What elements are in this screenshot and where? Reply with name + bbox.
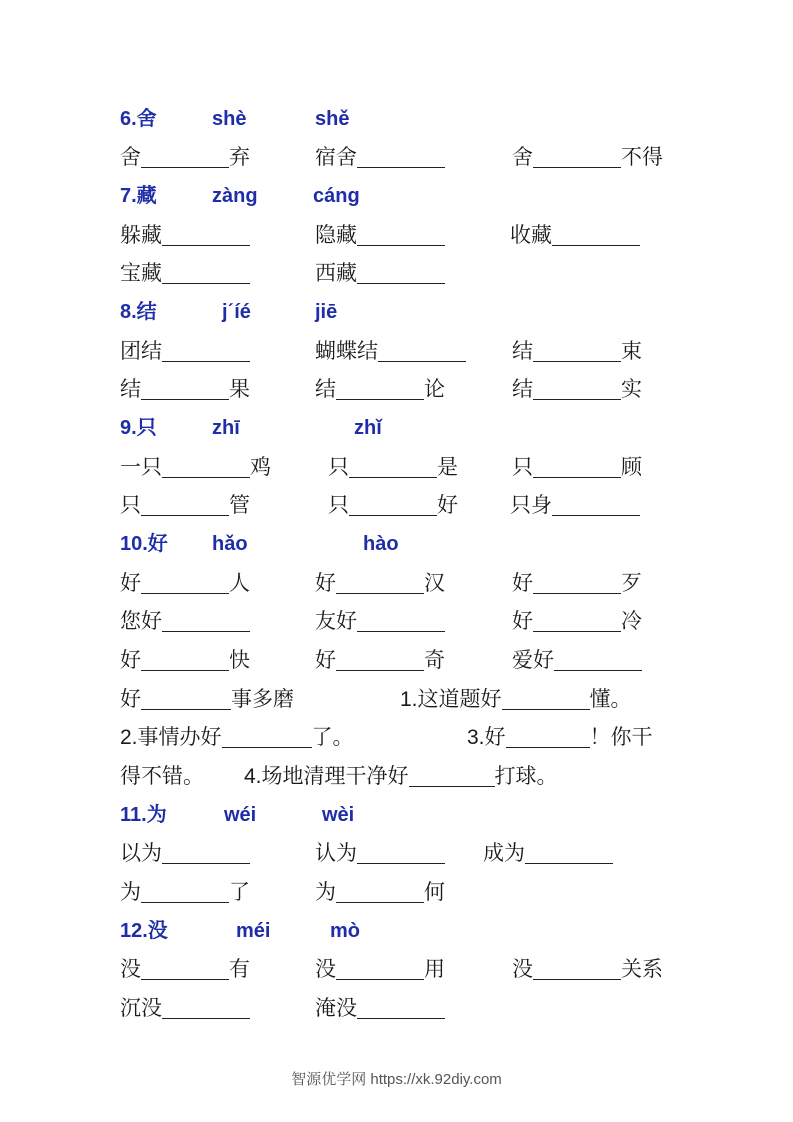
answer-blank[interactable] [357,841,445,864]
pinyin-2: wèi [322,804,355,826]
answer-blank[interactable] [141,377,229,400]
section-8-line-2: 结 果 结 论 结 实 [120,377,642,401]
answer-blank[interactable] [357,261,445,284]
section-10-line-5: 2.事情办好 了。 3.好 ！你干 [120,725,653,749]
answer-blank[interactable] [141,880,229,903]
char-heading: 11.为 [120,804,167,826]
answer-blank[interactable] [502,687,590,710]
answer-blank[interactable] [162,841,250,864]
answer-blank[interactable] [141,571,229,594]
answer-blank[interactable] [357,609,445,632]
answer-blank[interactable] [349,493,437,516]
section-11-line-1: 以为 认为 成为 [0,836,793,870]
char-heading: 12.没 [120,920,168,942]
section-7-line-1: 躲藏 隐藏 收藏 [0,218,793,252]
section-9-header [0,411,793,445]
section-10-line-6: 得不错。 4.场地清理干净好 打球。 [120,764,558,788]
section-12-line-1: 没 有 没 用 没 关系 [120,957,663,981]
answer-blank[interactable] [336,648,424,671]
answer-blank[interactable] [349,455,437,478]
answer-blank[interactable] [141,493,229,516]
answer-blank[interactable] [506,725,590,748]
char-heading: 7.藏 [120,185,157,207]
answer-blank[interactable] [525,841,613,864]
answer-blank[interactable] [162,455,250,478]
section-7-header [0,179,793,213]
answer-blank[interactable] [533,957,621,980]
char-heading: 10.好 [120,533,168,555]
answer-blank[interactable] [533,571,621,594]
answer-blank[interactable] [336,880,424,903]
answer-blank[interactable] [554,648,642,671]
answer-blank[interactable] [533,609,621,632]
answer-blank[interactable] [552,493,640,516]
answer-blank[interactable] [141,687,231,710]
answer-blank[interactable] [336,571,424,594]
section-10-line-2: 您好 友好 好 冷 [120,609,642,633]
answer-blank[interactable] [141,648,229,671]
pinyin-1: hǎo [212,533,248,555]
answer-blank[interactable] [533,339,621,362]
section-12-header [0,914,793,948]
answer-blank[interactable] [162,996,250,1019]
pinyin-1: zhī [212,417,240,439]
section-10-header [0,527,793,561]
answer-blank[interactable] [141,957,229,980]
section-6-line-1: 舍 弃 宿舍 舍 不得 [120,145,663,169]
answer-blank[interactable] [552,223,640,246]
answer-blank[interactable] [336,377,424,400]
section-6-header [0,102,793,136]
pinyin-2: jiē [315,301,338,323]
section-11-header [0,798,793,832]
answer-blank[interactable] [222,725,312,748]
answer-blank[interactable] [378,339,466,362]
section-9-line-1: 一只 鸡 只 是 只 顾 [120,455,642,479]
answer-blank[interactable] [533,377,621,400]
answer-blank[interactable] [357,996,445,1019]
section-7-line-2: 宝藏 西藏 [0,256,793,290]
pinyin-2: hào [363,533,399,555]
pinyin-1: méi [236,920,271,942]
answer-blank[interactable] [533,145,621,168]
answer-blank[interactable] [357,145,445,168]
pinyin-2: mò [330,920,360,942]
pinyin-2: cáng [313,185,360,207]
answer-blank[interactable] [336,957,424,980]
answer-blank[interactable] [162,261,250,284]
char-heading: 9.只 [120,417,157,439]
pinyin-1: wéi [224,804,257,826]
answer-blank[interactable] [409,764,495,787]
pinyin-2: zhǐ [354,417,382,439]
answer-blank[interactable] [141,145,229,168]
section-10-line-3: 好 快 好 奇 爱好 [0,643,793,677]
section-8-line-1: 团结 蝴蝶结 结 束 [120,339,642,363]
pinyin-2: shě [315,108,350,130]
footer-watermark: 智源优学网 https://xk.92diy.com [291,1071,502,1088]
section-11-line-2: 为 了 为 何 [120,880,445,904]
answer-blank[interactable] [162,339,250,362]
pinyin-1: shè [212,108,247,130]
pinyin-1: jˊíé [222,301,251,323]
answer-blank[interactable] [357,223,445,246]
section-9-line-2: 只 管 只 好 只身 [0,488,793,522]
section-12-line-2: 沉没 淹没 [0,991,793,1025]
answer-blank[interactable] [162,223,250,246]
answer-blank[interactable] [162,609,250,632]
answer-blank[interactable] [533,455,621,478]
section-10-line-4: 好 事多磨 1.这道题好 懂。 [120,687,632,711]
char-heading: 6.舍 [120,108,157,130]
section-8-header [0,295,793,329]
char-heading: 8.结 [120,301,157,323]
section-10-line-1: 好 人 好 汉 好 歹 [120,571,642,595]
pinyin-1: zàng [212,185,258,207]
